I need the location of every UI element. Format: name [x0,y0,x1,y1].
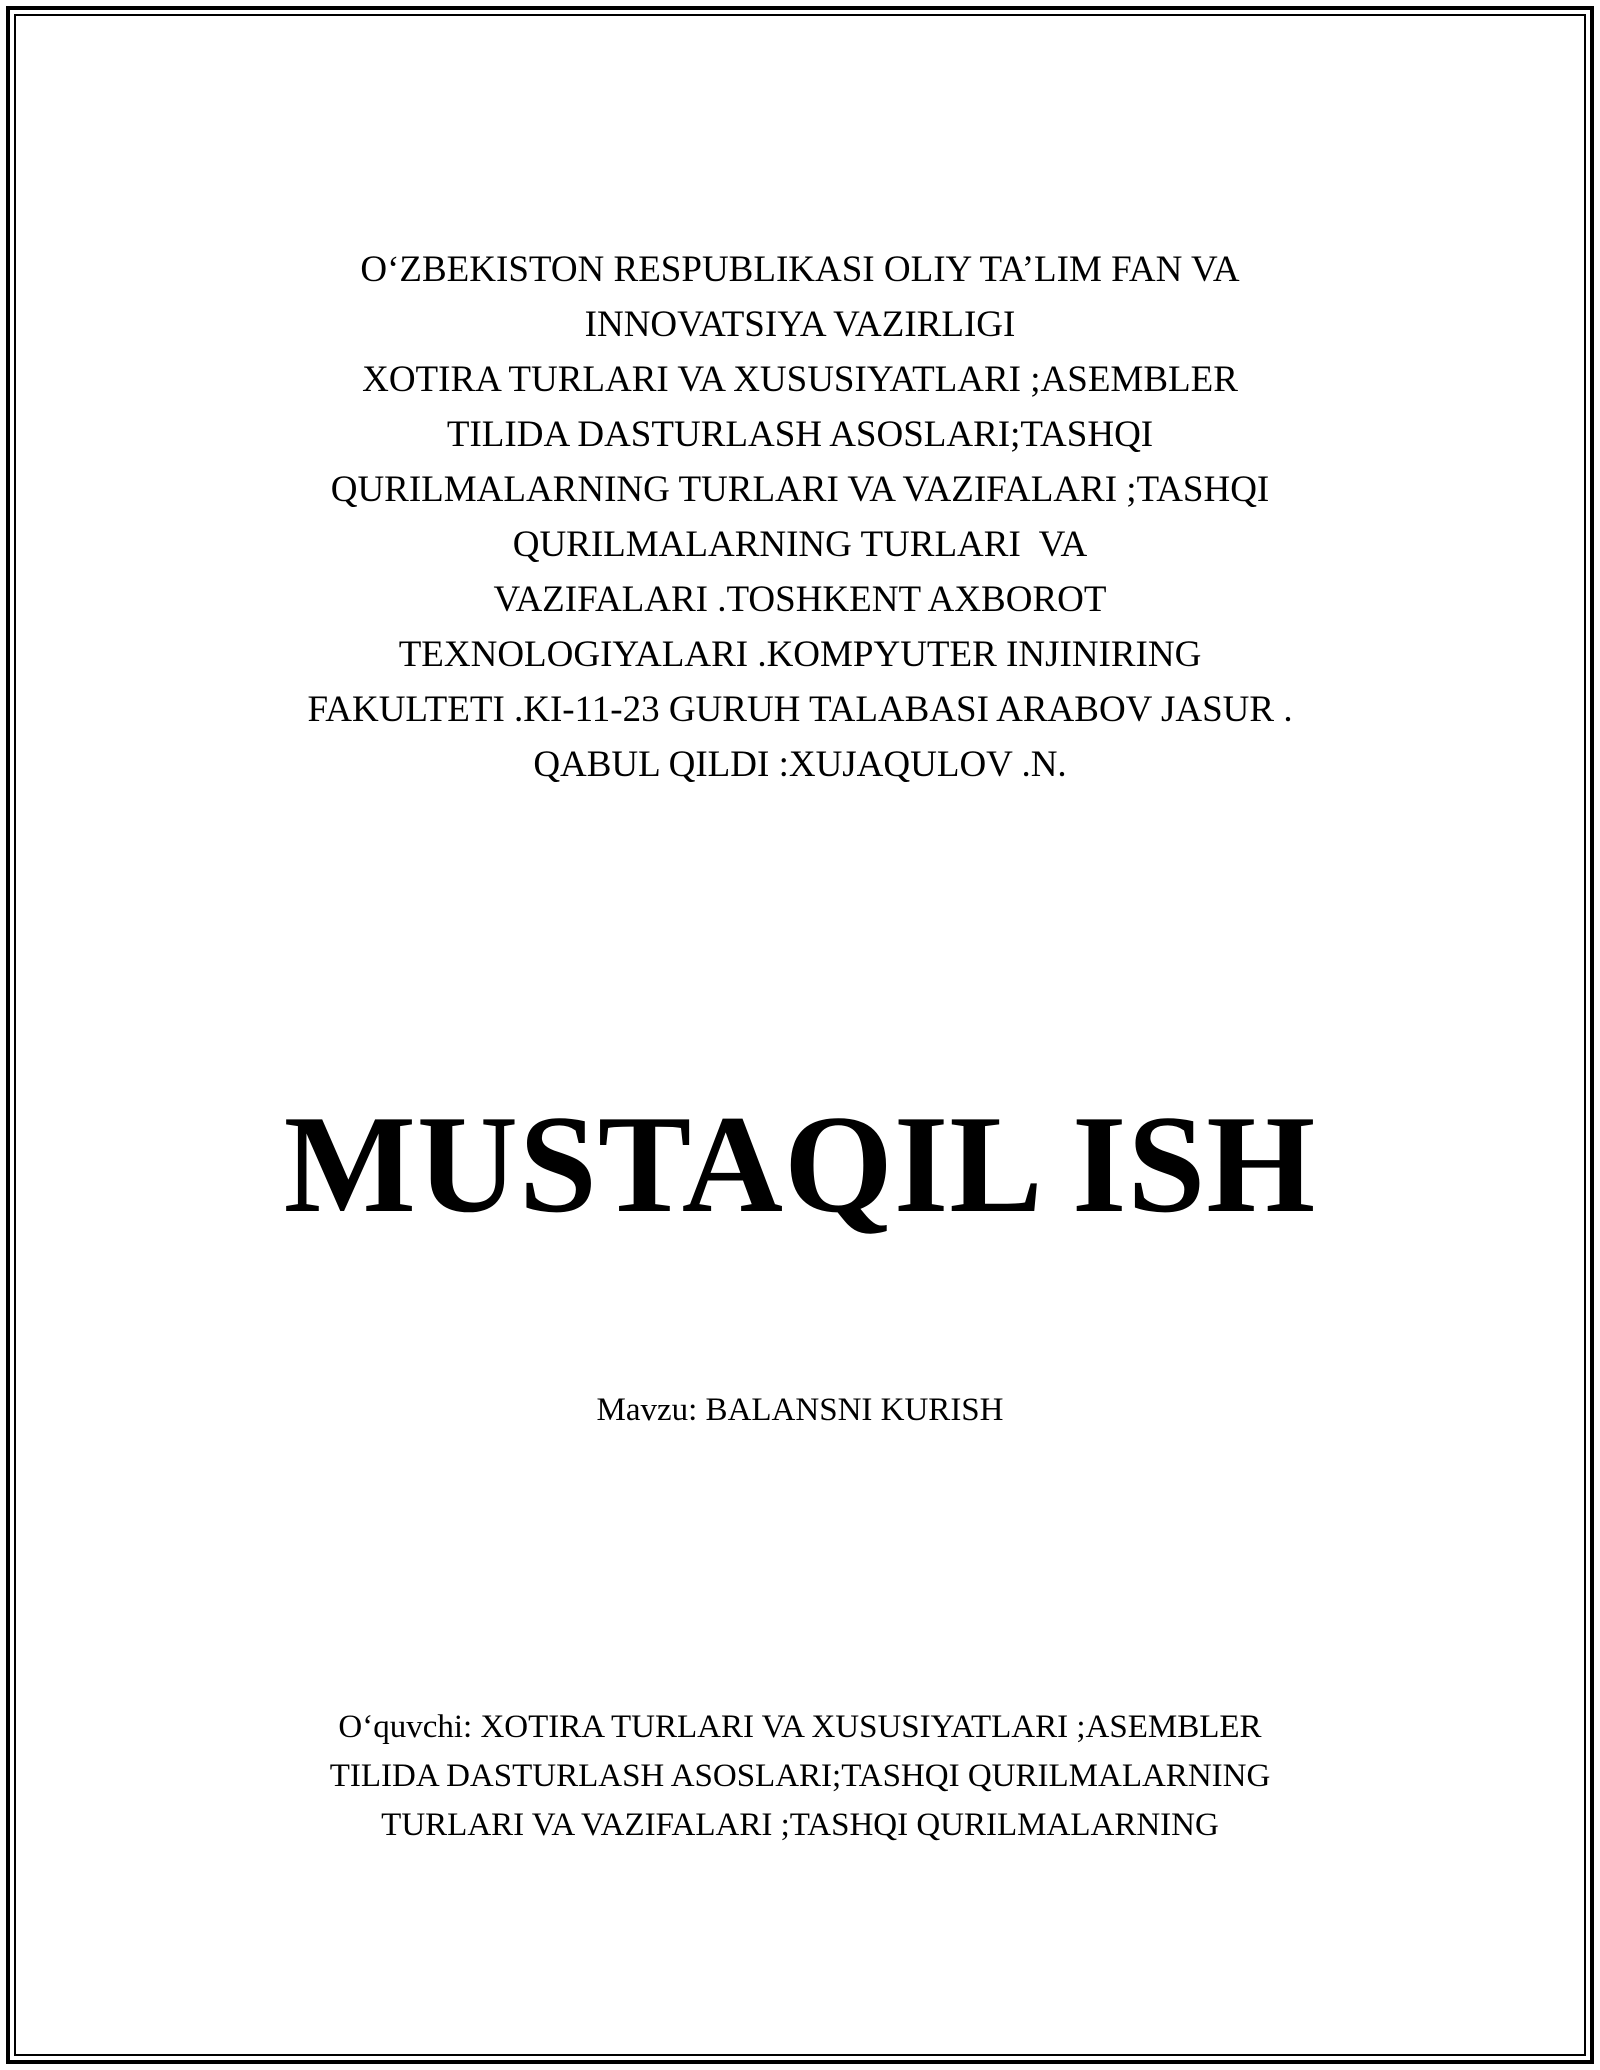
student-line: TURLARI VA VAZIFALARI ;TASHQI QURILMALARNING [381,1807,1219,1843]
header-line: INNOVATSIYA VAZIRLIGI [584,304,1016,345]
header-line: VAZIFALARI .TOSHKENT AXBOROT [493,579,1107,620]
header-line: XOTIRA TURLARI VA XUSUSIYATLARI ;ASEMBLER [362,359,1238,400]
student-line: O‘quvchi: XOTIRA TURLARI VA XUSUSIYATLARI ;ASEMBLER [338,1709,1262,1745]
header-line: TILIDA DASTURLASH ASOSLARI;TASHQI [446,414,1154,455]
header-line: FAKULTETI .KI-11-23 GURUH TALABASI ARABOV JASUR . [307,689,1293,730]
header-line: QURILMALARNING TURLARI VA VAZIFALARI ;TASHQI [330,469,1270,510]
student-line: TILIDA DASTURLASH ASOSLARI;TASHQI QURILMALARNING [329,1758,1271,1794]
topic-line: Mavzu: BALANSNI KURISH [596,1392,1004,1428]
document-title: MUSTAQIL ISH [283,1087,1317,1242]
header-line: O‘ZBEKISTON RESPUBLIKASI OLIY TA’LIM FAN VA [360,249,1240,290]
header-line: QABUL QILDI :XUJAQULOV .N. [533,744,1067,785]
header-line: QURILMALARNING TURLARI VA [512,524,1088,565]
student-block [0,1703,1600,1850]
header-line: TEXNOLOGIYALARI .KOMPYUTER INJINIRING [398,634,1202,675]
header-block [0,242,1600,792]
